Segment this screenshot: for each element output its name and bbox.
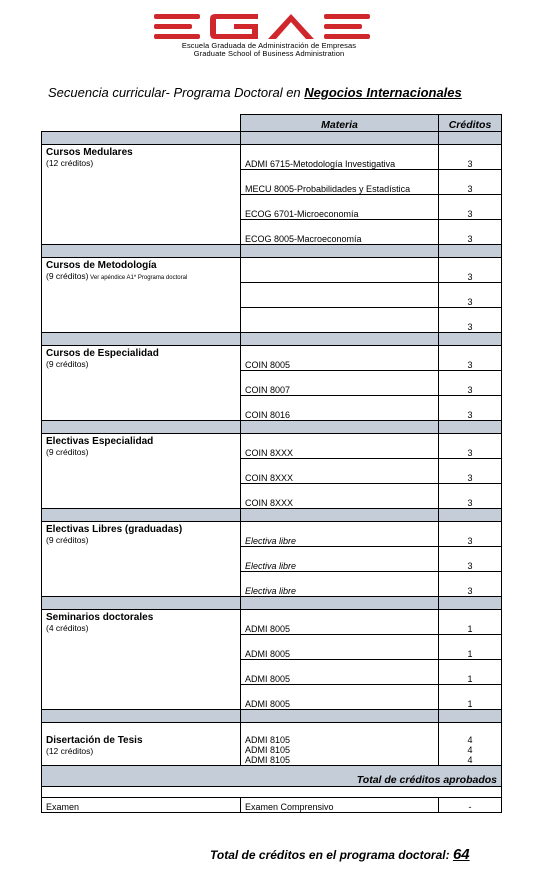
section-band bbox=[42, 245, 502, 258]
materia-cell: COIN 8005 bbox=[241, 346, 439, 371]
tesis-creditos: 4 bbox=[467, 735, 473, 745]
creditos-cell: 3 bbox=[439, 396, 502, 421]
school-name-es: Escuela Graduada de Administración de Empresas bbox=[181, 41, 357, 50]
category-credits: (9 créditos) bbox=[46, 447, 89, 457]
creditos-cell: 3 bbox=[439, 371, 502, 396]
category-credits: (9 créditos) bbox=[46, 359, 89, 369]
creditos-cell: 3 bbox=[439, 434, 502, 459]
materia-cell: ADMI 8005 bbox=[241, 610, 439, 635]
materia-cell: COIN 8XXX bbox=[241, 459, 439, 484]
spacer-row bbox=[42, 787, 502, 798]
category-note bbox=[46, 623, 236, 633]
table-row bbox=[42, 258, 502, 283]
creditos-cell: 3 bbox=[439, 145, 502, 170]
section-band bbox=[42, 132, 502, 145]
category-appendix-note: Ver apéndice A1* Programa doctoral bbox=[88, 275, 188, 281]
category-credits: (9 créditos) bbox=[46, 535, 89, 545]
creditos-cell: 3 bbox=[439, 572, 502, 597]
page-title bbox=[48, 85, 462, 100]
examen-creditos: - bbox=[439, 798, 502, 813]
category-note bbox=[46, 447, 236, 457]
creditos-cell: 3 bbox=[439, 522, 502, 547]
school-name-en: Graduate School of Business Administration bbox=[193, 49, 345, 58]
band-cell bbox=[42, 421, 241, 434]
creditos-cell: 3 bbox=[439, 220, 502, 245]
band-cell bbox=[439, 509, 502, 522]
materia-cell: Electiva libre bbox=[241, 572, 439, 597]
band-cell bbox=[241, 132, 439, 145]
spacer-cell bbox=[42, 787, 502, 798]
col-materia: Materia bbox=[241, 115, 439, 132]
band-cell bbox=[241, 333, 439, 346]
band-cell bbox=[439, 132, 502, 145]
category-name: Cursos Medulares bbox=[46, 147, 133, 158]
materia-cell: ADMI 8005 bbox=[241, 660, 439, 685]
curriculum-table bbox=[41, 114, 502, 813]
materia-cell: COIN 8016 bbox=[241, 396, 439, 421]
category-cell bbox=[42, 723, 241, 766]
creditos-cell: 1 bbox=[439, 685, 502, 710]
creditos-cell: 3 bbox=[439, 547, 502, 572]
materia-cell: Electiva libre bbox=[241, 547, 439, 572]
examen-materia: Examen Comprensivo bbox=[241, 798, 439, 813]
tesis-materia: ADMI 8105 bbox=[245, 735, 291, 745]
materia-cell: MECU 8005-Probabilidades y Estadística bbox=[241, 170, 439, 195]
band-cell bbox=[241, 245, 439, 258]
category-name: Electivas Especialidad bbox=[46, 436, 154, 447]
category-credits: (4 créditos) bbox=[46, 623, 89, 633]
materia-cell: ECOG 6701-Microeconomía bbox=[241, 195, 439, 220]
tesis-materia: ADMI 8105 bbox=[245, 755, 291, 765]
category-name: Electivas Libres (graduadas) bbox=[46, 524, 183, 535]
materia-cell: ECOG 8005-Macroeconomía bbox=[241, 220, 439, 245]
materia-cell: Electiva libre bbox=[241, 522, 439, 547]
creditos-cell: 3 bbox=[439, 484, 502, 509]
category-cell bbox=[42, 522, 241, 597]
tesis-creditos: 4 bbox=[467, 755, 473, 765]
band-cell bbox=[241, 597, 439, 610]
band-cell bbox=[42, 597, 241, 610]
logo-block bbox=[0, 12, 538, 58]
creditos-cell: 1 bbox=[439, 610, 502, 635]
examen-row bbox=[42, 798, 502, 813]
materia-cell: COIN 8007 bbox=[241, 371, 439, 396]
creditos-cell: 3 bbox=[439, 459, 502, 484]
materia-cell: COIN 8XXX bbox=[241, 484, 439, 509]
materia-cell bbox=[241, 283, 439, 308]
band-cell bbox=[439, 333, 502, 346]
creditos-cell: 3 bbox=[439, 346, 502, 371]
section-band bbox=[42, 509, 502, 522]
tesis-row bbox=[42, 723, 502, 766]
creditos-cell: 1 bbox=[439, 635, 502, 660]
creditos-cell bbox=[439, 723, 502, 766]
materia-cell: ADMI 6715-Metodología Investigativa bbox=[241, 145, 439, 170]
band-cell bbox=[42, 710, 241, 723]
title-program: Negocios Internacionales bbox=[304, 85, 462, 100]
category-note bbox=[46, 158, 236, 168]
category-name: Seminarios doctorales bbox=[46, 612, 154, 623]
creditos-cell: 3 bbox=[439, 170, 502, 195]
band-cell bbox=[42, 245, 241, 258]
category-cell bbox=[42, 145, 241, 245]
col-creditos: Créditos bbox=[439, 115, 502, 132]
materia-cell: COIN 8XXX bbox=[241, 434, 439, 459]
creditos-cell: 3 bbox=[439, 195, 502, 220]
tesis-creditos: 4 bbox=[467, 745, 473, 755]
category-credits: (12 créditos) bbox=[46, 158, 94, 168]
category-note bbox=[46, 359, 236, 369]
section-band bbox=[42, 421, 502, 434]
band-cell bbox=[241, 710, 439, 723]
category-note: (12 créditos) bbox=[46, 745, 94, 756]
band-cell bbox=[241, 421, 439, 434]
table-row bbox=[42, 610, 502, 635]
creditos-cell: 3 bbox=[439, 308, 502, 333]
total-label: Total de créditos en el programa doctoral: bbox=[210, 848, 453, 862]
materia-cell: ADMI 8005 bbox=[241, 635, 439, 660]
band-cell bbox=[241, 509, 439, 522]
category-cell bbox=[42, 346, 241, 421]
table-row bbox=[42, 522, 502, 547]
materia-cell bbox=[241, 308, 439, 333]
creditos-cell: 1 bbox=[439, 660, 502, 685]
total-approved-row bbox=[42, 766, 502, 787]
category-cell bbox=[42, 434, 241, 509]
band-cell bbox=[439, 597, 502, 610]
section-band bbox=[42, 597, 502, 610]
band-cell bbox=[439, 710, 502, 723]
section-band bbox=[42, 333, 502, 346]
category-name: Cursos de Metodología bbox=[46, 260, 157, 271]
total-approved-label: Total de créditos aprobados bbox=[42, 766, 502, 787]
materia-cell: ADMI 8005 bbox=[241, 685, 439, 710]
table-row bbox=[42, 346, 502, 371]
materia-cell bbox=[241, 723, 439, 766]
creditos-cell: 3 bbox=[439, 258, 502, 283]
band-cell bbox=[439, 421, 502, 434]
tesis-materia: ADMI 8105 bbox=[245, 745, 291, 755]
band-cell bbox=[439, 245, 502, 258]
category-note bbox=[46, 271, 236, 281]
materia-cell bbox=[241, 258, 439, 283]
category-cell bbox=[42, 258, 241, 333]
header-empty bbox=[42, 115, 241, 132]
title-prefix: Secuencia curricular- Programa Doctoral en bbox=[48, 85, 305, 100]
category-name: Disertación de Tesis bbox=[46, 734, 143, 746]
examen-label: Examen bbox=[42, 798, 241, 813]
creditos-cell: 3 bbox=[439, 283, 502, 308]
total-value: 64 bbox=[452, 846, 470, 863]
category-name: Cursos de Especialidad bbox=[46, 348, 159, 359]
table-row bbox=[42, 145, 502, 170]
band-cell bbox=[42, 132, 241, 145]
band-cell bbox=[42, 509, 241, 522]
category-note bbox=[46, 535, 236, 545]
egae-logo bbox=[154, 12, 384, 42]
category-cell bbox=[42, 610, 241, 710]
category-credits: (9 créditos) bbox=[46, 271, 89, 281]
section-band bbox=[42, 710, 502, 723]
band-cell bbox=[42, 333, 241, 346]
table-row bbox=[42, 434, 502, 459]
total-program-credits bbox=[210, 846, 470, 863]
